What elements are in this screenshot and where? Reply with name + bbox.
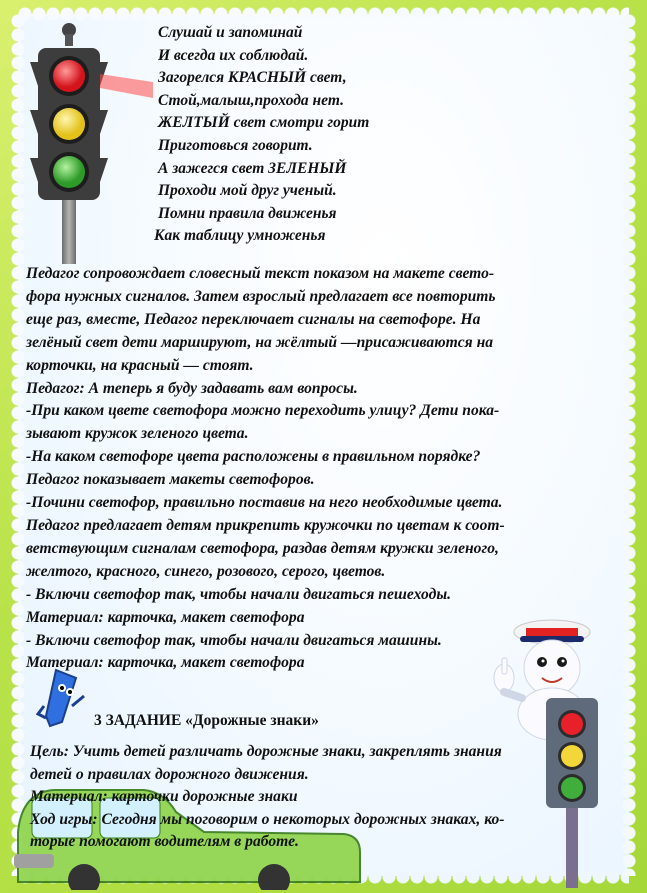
body-line: Материал: карточка, макет светофора xyxy=(26,654,305,672)
task-line: Цель: Учить детей различать дорожные знаки, закреплять знания xyxy=(30,743,502,760)
body-line: -При каком цвете светофора можно переходить улицу? Дети пока- xyxy=(26,402,500,420)
task-line: Материал: карточки дорожные знаки xyxy=(30,788,298,806)
poem xyxy=(154,22,370,248)
poem-line: И всегда их соблюдай. xyxy=(158,46,309,64)
body-line: корточки, на красный — стоят. xyxy=(26,356,254,374)
body-line: -Почини светофор, правильно поставив на него необходимые цвета. xyxy=(26,494,503,512)
poem-line: ЖЕЛТЫЙ свет смотри горит xyxy=(158,114,370,132)
body-line: ветствующим сигналам светофора, раздав детям кружки зеленого, xyxy=(26,539,499,557)
task-line: торые помогают водителям в работе. xyxy=(30,833,299,851)
body-line: - Включи светофор так, чтобы начали двигаться машины. xyxy=(26,631,442,649)
poem-line: Стой,малыш,прохода нет. xyxy=(158,91,344,109)
poem-line: Приготовься говорит. xyxy=(158,136,313,154)
body-line: зелёный свет дети маршируют, на жёлтый —присаживаются на xyxy=(26,333,494,351)
body-line: еще раз, вместе, Педагог переключает сигналы на светофоре. На xyxy=(26,310,481,328)
task-description xyxy=(30,741,620,854)
body-line: фора нужных сигналов. Затем взрослый предлагает все повторить xyxy=(26,287,496,305)
poem-line: Как таблицу умноженья xyxy=(154,227,326,245)
task-line: Ход игры: Сегодня мы поговорим о некоторых дорожных знаках, ко- xyxy=(30,810,505,828)
body-line: Педагог: А теперь я буду задавать вам вопросы. xyxy=(26,379,358,397)
body-line: Педагог сопровождает словесный текст показом на макете свето- xyxy=(26,265,495,282)
poem-line: Загорелся КРАСНЫЙ свет, xyxy=(158,69,347,87)
poem-line: Помни правила движенья xyxy=(158,204,337,222)
poem-line: Проходи мой друг ученый. xyxy=(158,182,337,200)
pencil-character-icon xyxy=(36,666,98,732)
body-line: Педагог показывает макеты светофоров. xyxy=(26,471,315,489)
body-line: Педагог предлагает детям прикрепить кружочки по цветам к соот- xyxy=(26,516,505,534)
body-line: -На каком светофоре цвета расположены в правильном порядке? xyxy=(26,448,481,466)
poem-line: А зажегся свет ЗЕЛЕНЫЙ xyxy=(158,159,347,177)
task-line: детей о правилах дорожного движения. xyxy=(30,765,309,783)
body-line: Материал: карточка, макет светофора xyxy=(26,608,305,626)
poem-line: Слушай и запоминай xyxy=(158,24,303,41)
body-line: желтого, красного, синего, розового, серого, цветов. xyxy=(26,562,386,580)
body-line: зывают кружок зеленого цвета. xyxy=(26,425,249,443)
body-line: - Включи светофор так, чтобы начали двигаться пешеходы. xyxy=(26,585,452,603)
traffic-light-icon xyxy=(28,18,153,268)
task-title: 3 ЗАДАНИЕ «Дорожные знаки» xyxy=(94,712,319,729)
